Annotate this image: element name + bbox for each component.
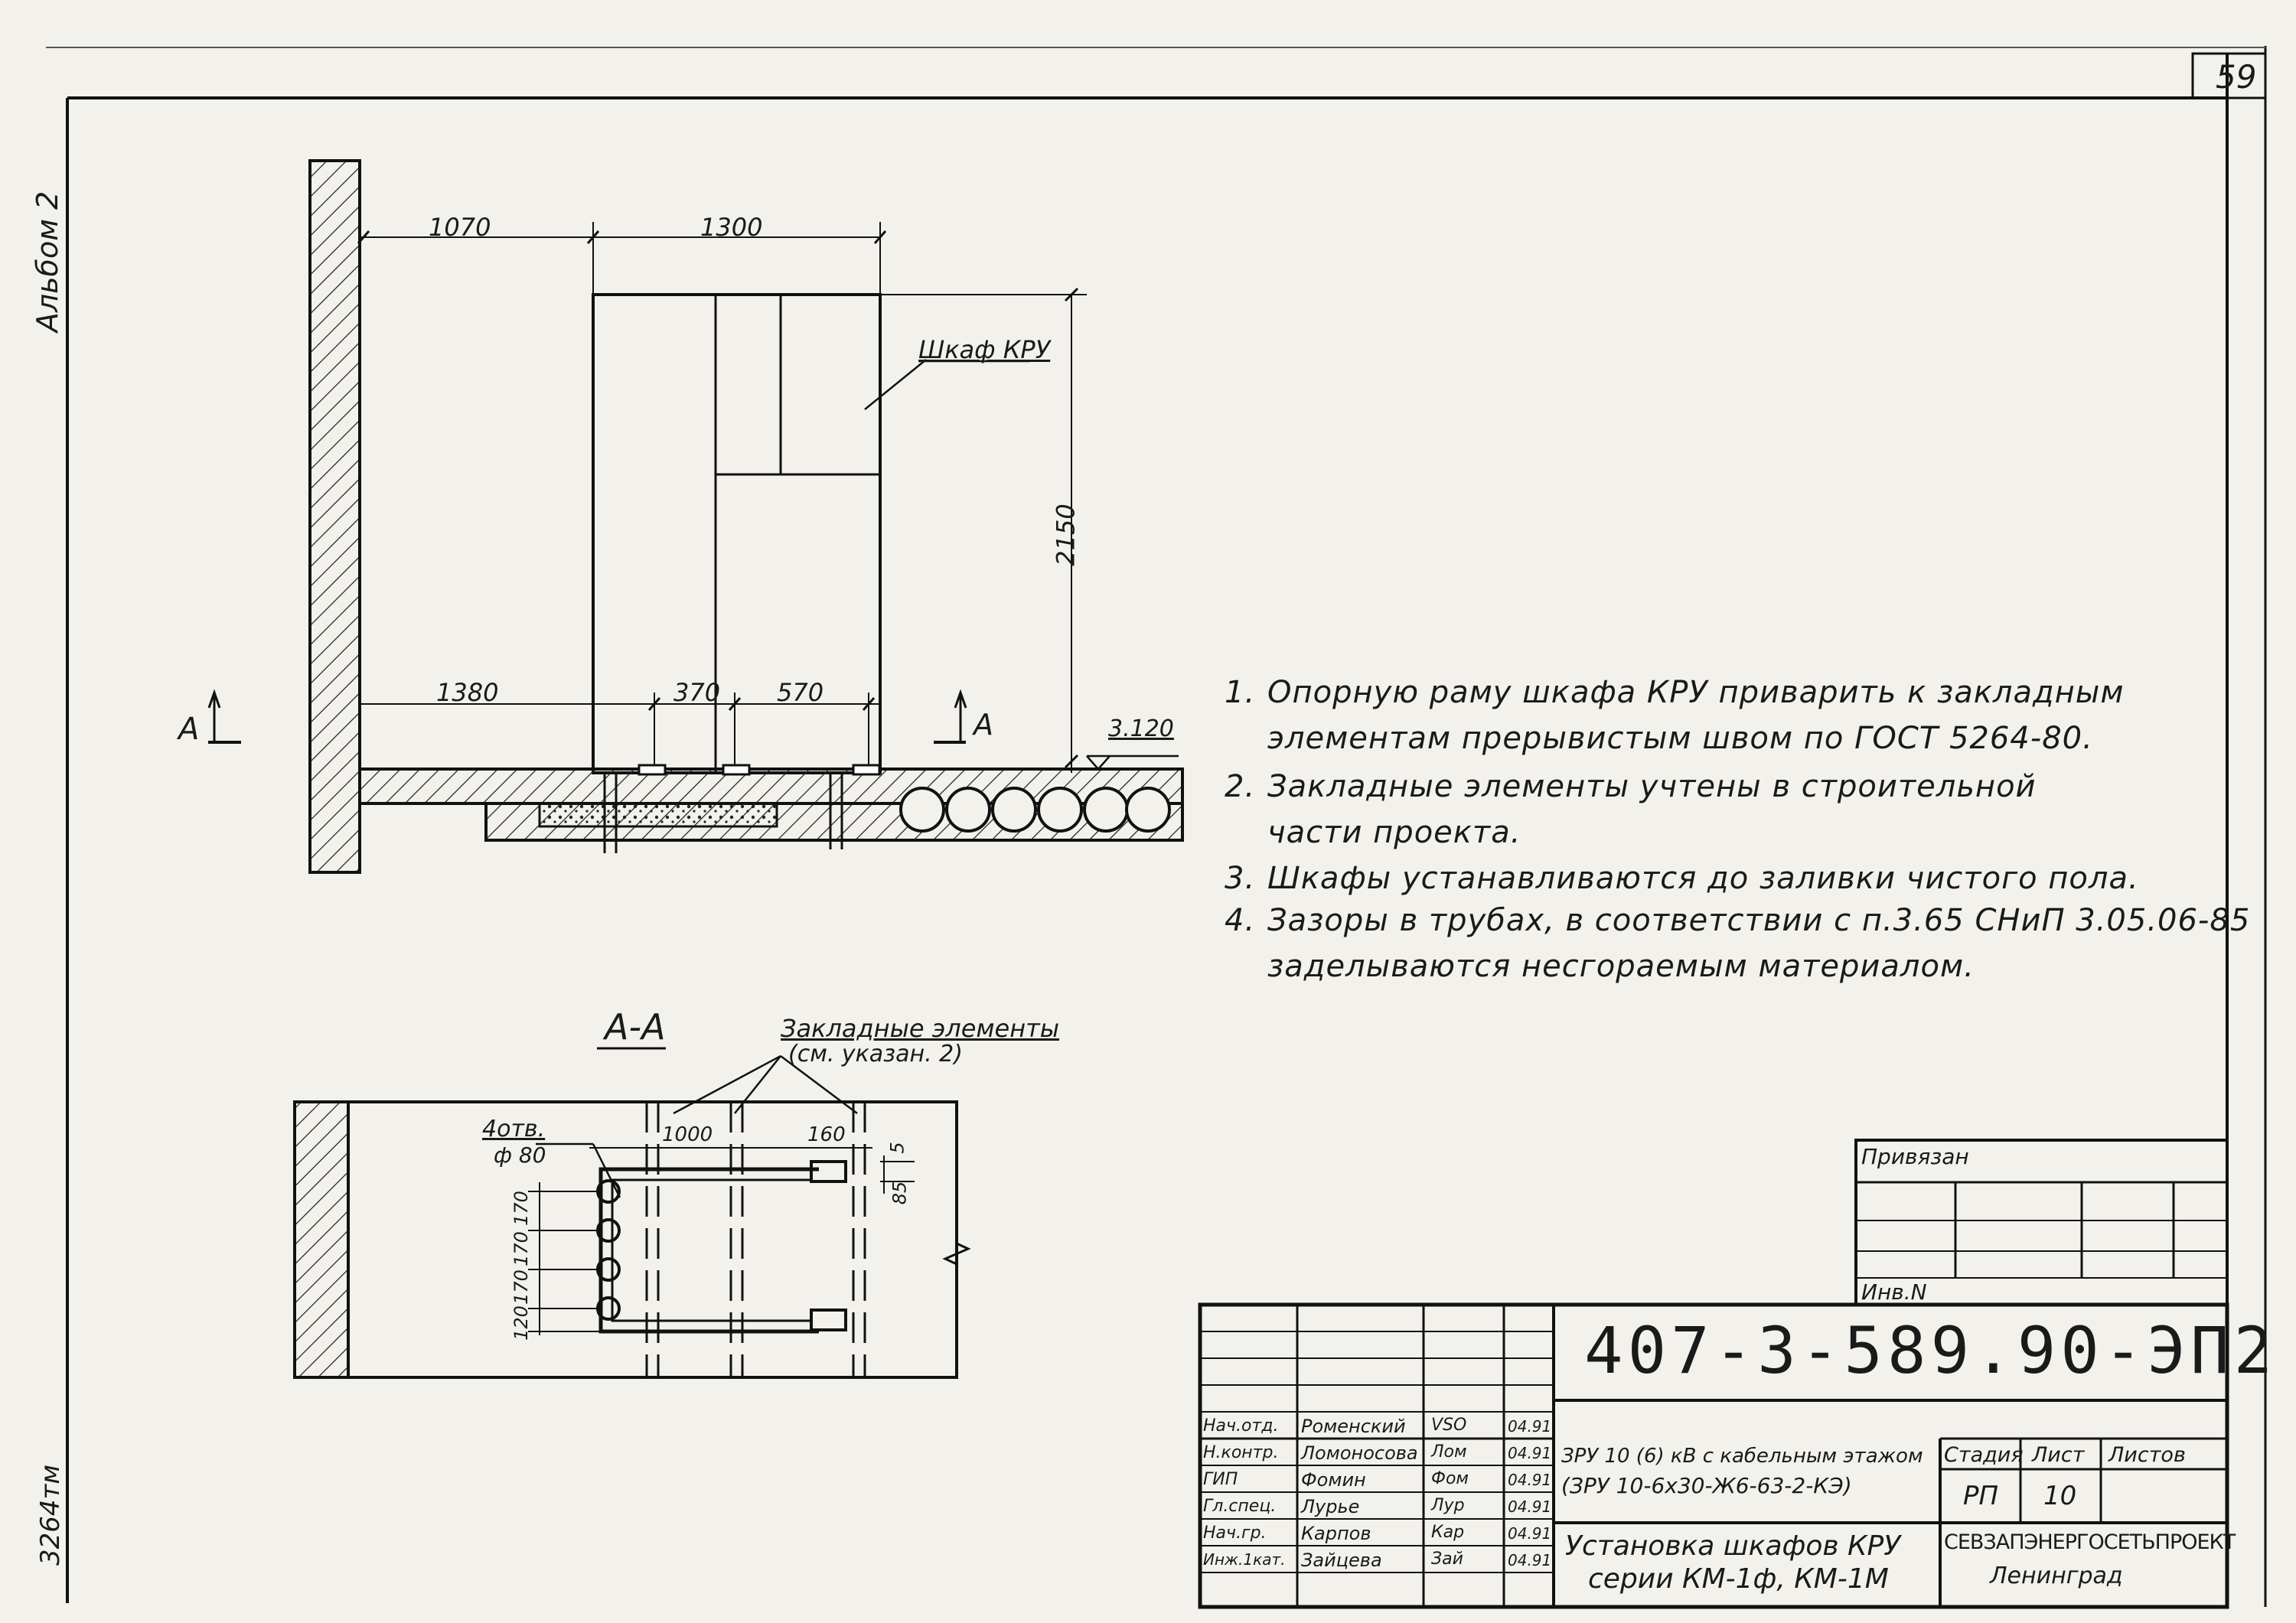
signer-name-4: Лурье [1301,1496,1360,1517]
stamp-code: 407-3-589.90-ЭП2 [1584,1313,2278,1388]
dim-5: 5 [886,1142,908,1154]
note-4-line2: заделываются несгораемым материалом. [1267,949,1975,984]
note-3 [1225,861,2139,896]
signer-sign-4: Лур [1431,1496,1465,1515]
signer-date-5: 04.91 [1508,1524,1552,1543]
signer-role-2: Н.контр. [1203,1443,1279,1462]
note-4 [1225,903,2250,938]
dim-1070: 1070 [429,213,491,242]
stamp-object-2: (ЗРУ 10-6х30-Ж6-63-2-КЭ) [1561,1473,1852,1498]
dim-1300: 1300 [700,213,763,242]
stamp-title-2: серии КМ-1ф, КМ-1М [1588,1563,1889,1595]
note-4-num: 4. [1225,903,1256,938]
signer-date-1: 04.91 [1508,1417,1552,1436]
note-1-num: 1. [1225,675,1256,710]
signer-date-3: 04.91 [1508,1471,1552,1489]
dim-170-a: 170 [510,1191,532,1226]
stamp-sheet-header: Лист [2032,1443,2085,1467]
signer-role-4: Гл.спец. [1203,1497,1277,1516]
signer-role-3: ГИП [1203,1470,1238,1489]
signer-role-6: Инж.1кат. [1203,1550,1286,1569]
stamp-stage-header: Стадия [1944,1443,2024,1467]
note-2-cont [1267,815,1521,850]
stamp-inv: Инв.N [1861,1279,1927,1305]
dim-120: 120 [510,1305,532,1341]
signer-date-4: 04.91 [1508,1498,1552,1516]
signer-sign-5: Кар [1431,1523,1465,1542]
embedded-label-ref: (см. указан. 2) [788,1041,963,1067]
stamp-object-1: ЗРУ 10 (6) кВ с кабельным этажом [1561,1445,1923,1468]
holes-diameter: ф 80 [494,1142,546,1168]
dim-1380: 1380 [436,678,499,707]
dim-1000: 1000 [662,1123,713,1146]
embedded-label: Закладные элементы [781,1014,1060,1043]
dim-170-b: 170 [510,1231,532,1266]
stamp-stage: РП [1963,1481,1999,1511]
holes-label: 4отв. [482,1116,546,1142]
sheet-number: 59 [2216,58,2257,96]
signer-name-6: Зайцева [1301,1550,1382,1571]
section-outline [295,1102,957,1377]
note-4-cont [1267,949,1975,984]
stamp-sheet: 10 [2043,1481,2077,1511]
margin-label-album: Альбом 2 [31,191,65,333]
note-3-num: 3. [1225,861,1256,896]
section-view [295,1048,968,1377]
channel-fill [540,803,777,826]
section-mark-right: А [974,708,993,741]
note-2-num: 2. [1225,769,1256,804]
signer-name-5: Карпов [1301,1523,1371,1544]
note-2-line1: Закладные элементы учтены в строительной [1267,769,2037,804]
section-title: А-А [605,1006,666,1048]
dim-85: 85 [889,1181,911,1205]
dim-370: 370 [673,678,721,707]
signer-sign-3: Фом [1431,1469,1469,1488]
signer-date-2: 04.91 [1508,1444,1552,1462]
section-wall [295,1102,348,1377]
signer-sign-6: Зай [1431,1550,1463,1569]
dim-2150: 2150 [1051,504,1081,566]
stamp-city: Ленинград [1990,1563,2123,1589]
note-2 [1225,769,2037,804]
signer-sign-2: Лом [1431,1442,1467,1462]
signer-name-2: Ломоносова [1301,1442,1418,1464]
section-mark-left: А [178,712,200,747]
stamp-privyazan: Привязан [1861,1144,1969,1169]
dim-160: 160 [807,1123,846,1146]
signer-role-5: Нач.гр. [1203,1524,1267,1543]
signer-sign-1: VSO [1431,1416,1467,1435]
signer-date-6: 04.91 [1508,1551,1552,1569]
plan-view [208,161,1182,872]
note-1-cont [1267,721,2093,756]
cabinet-label: Шкаф КРУ [918,335,1051,364]
note-1 [1225,675,2125,710]
note-1-line1: Опорную раму шкафа КРУ приварить к закладным [1267,675,2125,710]
stamp-sheets-header: Листов [2108,1443,2186,1467]
stamp-org: СЕВЗАПЭНЕРГОСЕТЬПРОЕКТ [1944,1530,2236,1554]
plan-wall [310,161,360,872]
signer-name-3: Фомин [1301,1469,1366,1491]
signer-name-1: Роменский [1301,1416,1406,1437]
level-mark: 3.120 [1108,715,1174,742]
note-2-line2: части проекта. [1267,815,1521,850]
margin-label-code: 3264тм [34,1465,66,1566]
note-3-line1: Шкафы устанавливаются до заливки чистого пола. [1267,861,2139,896]
dim-570: 570 [777,678,824,707]
stamp-title-1: Установка шкафов КРУ [1565,1530,1901,1562]
signer-role-1: Нач.отд. [1203,1416,1279,1436]
note-1-line2: элементам прерывистым швом по ГОСТ 5264-80. [1267,721,2093,756]
note-4-line1: Зазоры в трубах, в соответствии с п.3.65 СНиП 3.05.06-85 [1267,903,2251,938]
dim-170-c: 170 [510,1269,532,1305]
